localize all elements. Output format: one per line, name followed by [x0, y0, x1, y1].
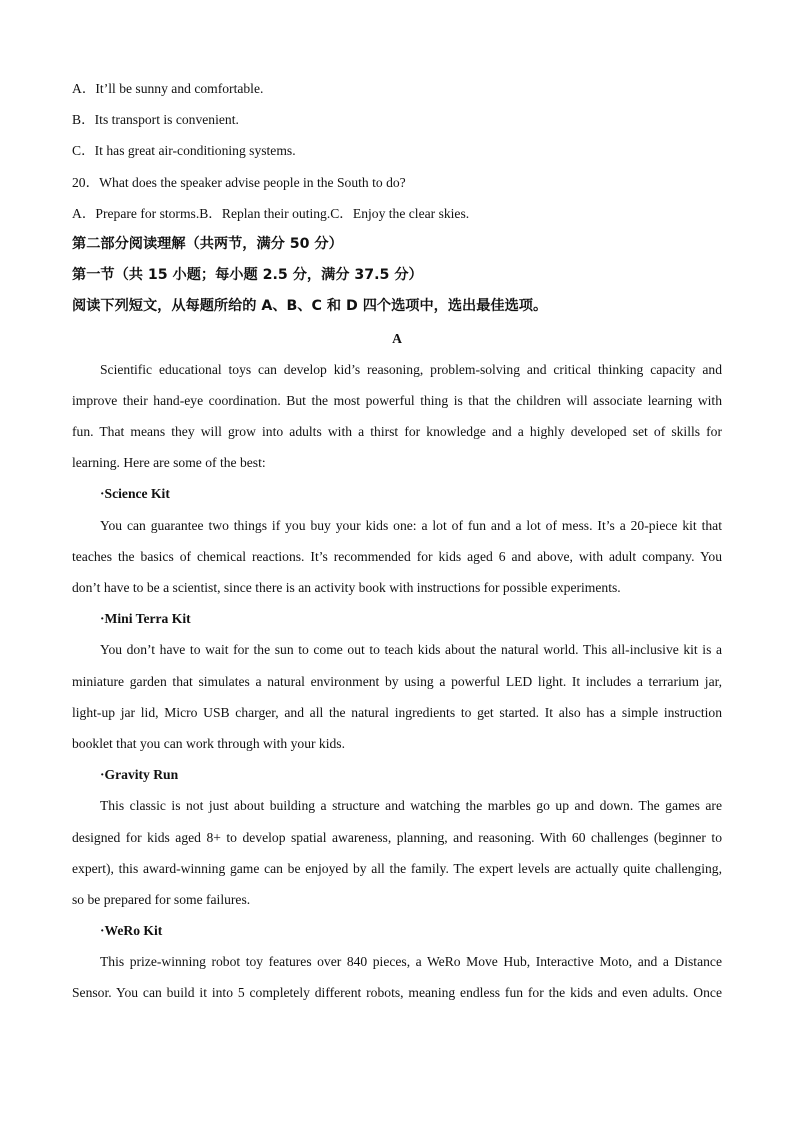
- document-page: [72, 78, 722, 1014]
- text-line: This prize-winning robot toy features over 840 pieces, a WeRo Move Hub, Interactive Moto, and a Distance: [100, 954, 722, 970]
- text-line: teaches the basics of chemical reactions. It’s recommended for kids aged 6 and above, with adult company. You: [72, 548, 722, 564]
- wero-kit-paragraph: [72, 951, 722, 1013]
- option-b: B．Its transport is convenient.: [72, 112, 239, 128]
- intro-paragraph: [72, 359, 722, 484]
- question-20: 20．What does the speaker advise people in the South to do?: [72, 174, 406, 190]
- text-line: expert), this award-winning game can be enjoyed by all the family. The expert levels are actually quite challenging,: [72, 860, 722, 876]
- text-line: so be prepared for some failures.: [72, 891, 251, 907]
- text-line: Scientific educational toys can develop kid’s reasoning, problem-solving and critical thinking capacity and: [100, 361, 722, 377]
- text-line: fun. That means they will grow into adults with a thirst for knowledge and a highly developed set of skills for: [72, 424, 722, 440]
- item-title-mini-terra-kit: ·Mini Terra Kit: [100, 611, 191, 627]
- mini-terra-paragraph: [72, 639, 722, 764]
- item-title-wero-kit: ·WeRo Kit: [100, 923, 163, 939]
- text-line: Sensor. You can build it into 5 completely different robots, meaning endless fun for the kids and even adults. Once: [72, 985, 722, 1001]
- text-line: learning. Here are some of the best:: [72, 455, 266, 471]
- text-line: miniature garden that simulates a natural environment by using a powerful LED light. It includes a terrarium jar,: [72, 673, 722, 689]
- text-line: booklet that you can work through with your kids.: [72, 735, 345, 751]
- text-line: improve their hand-eye coordination. But the most powerful thing is that the children will associate learning with: [72, 392, 722, 408]
- passage-label: A: [392, 330, 402, 346]
- text-line: This classic is not just about building a structure and watching the marbles go up and down. The games are: [100, 798, 722, 814]
- text-line: light-up jar lid, Micro USB charger, and all the natural ingredients to get started. It also has a simple instruction: [72, 704, 722, 720]
- section-subtitle: 第一节（共 15 小题；每小题 2.5 分，满分 37.5 分）: [72, 267, 423, 284]
- part-title: 第二部分阅读理解（共两节，满分 50 分）: [72, 235, 343, 252]
- question-20-options: A．Prepare for storms.B．Replan their outing.C．Enjoy the clear skies.: [72, 205, 470, 221]
- text-line: You don’t have to wait for the sun to come out to teach kids about the natural world. This all-inclusive kit is a: [100, 642, 722, 658]
- text-line: You can guarantee two things if you buy your kids one: a lot of fun and a lot of mess. It’s a 20-piece kit that: [100, 517, 722, 533]
- instruction: 阅读下列短文，从每题所给的 A、B、C 和 D 四个选项中，选出最佳选项。: [72, 298, 548, 315]
- item-title-science-kit: ·Science Kit: [100, 486, 170, 502]
- item-title-gravity-run: ·Gravity Run: [100, 767, 179, 783]
- option-c: C．It has great air-conditioning systems.: [72, 143, 296, 159]
- text-line: designed for kids aged 8+ to develop spatial awareness, planning, and reasoning. With 60 challenges (beginner to: [72, 829, 722, 845]
- science-kit-paragraph: [72, 515, 722, 609]
- option-a: A．It’ll be sunny and comfortable.: [72, 81, 264, 96]
- text-line: don’t have to be a scientist, since there is an activity book with instructions for possible experiments.: [72, 580, 621, 595]
- gravity-run-paragraph: [72, 795, 722, 920]
